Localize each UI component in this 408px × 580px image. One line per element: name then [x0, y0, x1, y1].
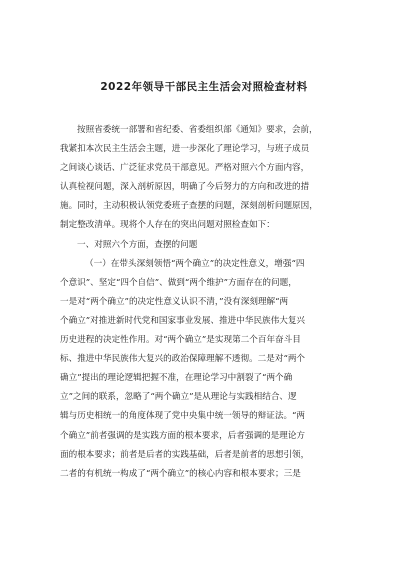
- body-line: 个意识”、坚定“四个自信”、做到“两个维护”方面存在的问题，: [60, 277, 297, 288]
- document-title: 2022年领导干部民主生活会对照检查材料: [100, 81, 308, 93]
- body-line: 辑与历史相统一的角度体现了党中央集中统一领导的辩证法。“两: [60, 411, 306, 422]
- body-line: 施。同时，主动积极认领党委班子查摆的问题，深刻剖析问题原因，: [60, 201, 318, 212]
- body-line: 二者的有机统一构成了“两个确立”的核心内容和根本要求；三是: [60, 468, 301, 479]
- document-body: [60, 121, 350, 484]
- body-line: 按照省委统一部署和省纪委、省委组织部《通知》要求，会前，: [77, 125, 318, 135]
- body-line: 制定整改清单。现将个人存在的突出问题对照检查如下：: [60, 220, 275, 231]
- body-line: 确立”提出的理论逻辑把握不准，在理论学习中割裂了“两个确: [60, 373, 293, 384]
- body-line: 历史进程的决定性作用。对“两个确立”是实现第二个百年奋斗目: [60, 335, 301, 346]
- body-line: 个确立”对推进新时代党和国家事业发展、推进中华民族伟大复兴: [60, 315, 306, 326]
- body-line: 标、推进中华民族伟大复兴的政治保障理解不透彻。二是对“两个: [60, 354, 306, 365]
- body-line: 立”之间的联系，忽略了“两个确立”是从理论与实践相结合、逻: [60, 392, 297, 403]
- body-line: 个确立”前者强调的是实践方面的根本要求，后者强调的是理论方: [60, 430, 306, 441]
- body-line: 我紧扣本次民主生活会主题，进一步深化了理论学习，与班子成员: [60, 144, 310, 155]
- body-line: 面的根本要求；前者是后者的实践基础，后者是前者的思想引领，: [60, 449, 310, 460]
- body-line: （一）在带头深刻领悟“两个确立”的决定性意义，增强“四: [85, 258, 305, 269]
- body-line: 之间谈心谈话、广泛征求党员干部意见。严格对照六个方面内容，: [60, 163, 310, 174]
- section-heading: 一、对照六个方面，查摆的问题: [77, 239, 198, 250]
- body-line: 认真检视问题，深入剖析原因，明确了今后努力的方向和改进的措: [60, 182, 310, 193]
- body-line: 一是对“两个确立”的决定性意义认识不清，”没有深刻理解“两: [60, 296, 289, 307]
